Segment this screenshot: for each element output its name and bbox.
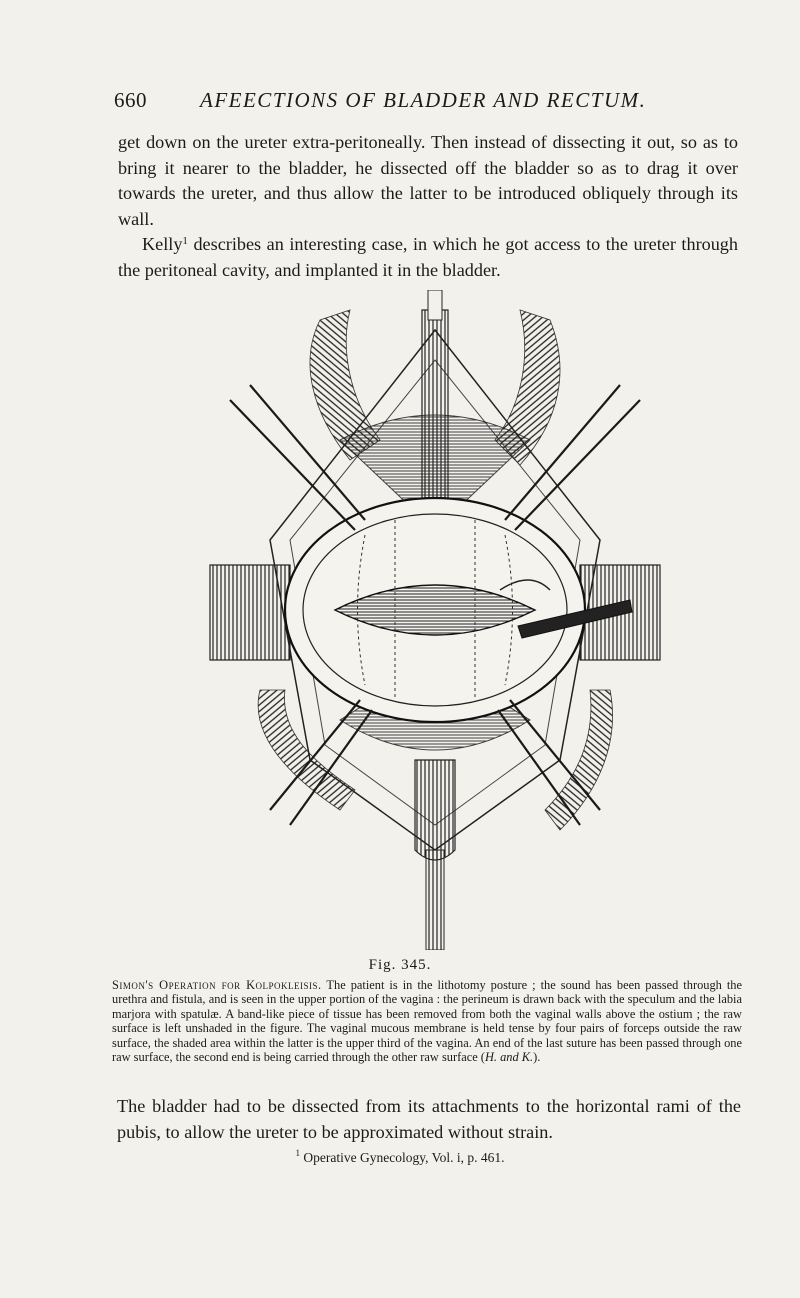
paragraph-2 (118, 232, 738, 283)
page-number: 660 (114, 88, 147, 112)
footnote (0, 1150, 800, 1166)
surgical-illustration (200, 290, 670, 950)
spatula-left (210, 565, 290, 660)
sound-handle (428, 290, 442, 320)
caption-text: The patient is in the lithotomy posture ; the sound has been passed through the urethra and fistula, and is seen in the upper portion of the vagina : the perineum is drawn back with the speculum and the labia marjora with spatulæ. A band-like piece of tissue has been removed from both the vaginal walls above the ostium ; the raw surface is left unshaded in the figure. The vaginal mucous membrane is held tense by four pairs of forceps outside the raw surface, the shaded area within the latter is the upper third of the vagina. An end of the last suture has been passed through one raw surface, the second end is being carried through the other raw surface ( (112, 978, 742, 1065)
running-title: AFEECTIONS OF BLADDER AND RECTUM. (200, 88, 647, 112)
caption-credit: H. and K. (484, 1050, 534, 1065)
footnote-marker: 1 (295, 1148, 300, 1158)
caption-title: Simon's Operation for Kolpokleisis. (112, 978, 322, 992)
paragraph-1: get down on the ureter extra-peritoneally. Then instead of dissecting it out, so as to bring it nearer to the bladder, he dissected off the bladder so as to drag it over towards the ureter, and thus allow the latter to be introduced obliquely through its wall. (118, 132, 738, 229)
speculum-handle (426, 850, 444, 950)
speculum-lower (415, 760, 455, 860)
footnote-ref: 1 (182, 235, 188, 248)
body-text (118, 130, 738, 284)
illustration-svg (200, 290, 670, 950)
caption-end: ). (533, 1050, 541, 1065)
continuation-paragraph: The bladder had to be dissected from its attachments to the horizontal rami of the pubis, to allow the ureter to be approximated without strain. (117, 1096, 741, 1142)
hair-lower-left (258, 690, 355, 810)
paragraph-2-text: describes an interesting case, in which he got access to the ureter through the peritoneal cavity, and implanted it in the bladder. (118, 234, 738, 280)
figure-caption (112, 978, 742, 1064)
footnote-text: Operative Gynecology, Vol. i, p. 461. (300, 1150, 505, 1165)
hair-lower-right (545, 690, 613, 830)
figure-label: Fig. 345. (368, 957, 432, 973)
author-name: Kelly (142, 234, 183, 255)
